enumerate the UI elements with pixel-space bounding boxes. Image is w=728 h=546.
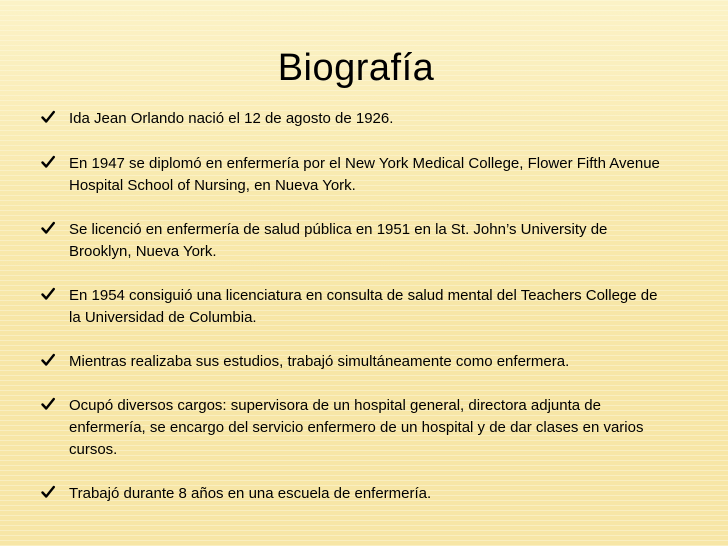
slide-title: Biografía (277, 47, 435, 89)
bullet-text: Ocupó diversos cargos: supervisora de un hospital general, directora adjunta de enfermería, se encargo del servicio enfermero de un hospital y de dar clases en varios cursos. (69, 397, 644, 458)
checkmark-icon (41, 485, 55, 499)
bullet-text: Trabajó durante 8 años en una escuela de enfermería. (69, 485, 432, 502)
checkmark-icon (41, 155, 55, 169)
checkmark-icon (41, 287, 55, 301)
bullet-text: Se licenció en enfermería de salud pública en 1951 en la St. John’s University de Brooklyn, Nueva York. (69, 221, 608, 260)
bullet-text: En 1947 se diplomó en enfermería por el New York Medical College, Flower Fifth Avenue Hospital School of Nursing, en Nueva York. (69, 155, 660, 194)
bullet-text: En 1954 consiguió una licenciatura en consulta de salud mental del Teachers College de la Universidad de Columbia. (69, 287, 658, 326)
checkmark-icon (41, 397, 55, 411)
bullet-text: Mientras realizaba sus estudios, trabajó simultáneamente como enfermera. (69, 353, 570, 370)
bullet-text: Ida Jean Orlando nació el 12 de agosto de 1926. (69, 110, 394, 127)
checkmark-icon (41, 353, 55, 367)
checkmark-icon (41, 110, 55, 124)
checkmark-icon (41, 221, 55, 235)
